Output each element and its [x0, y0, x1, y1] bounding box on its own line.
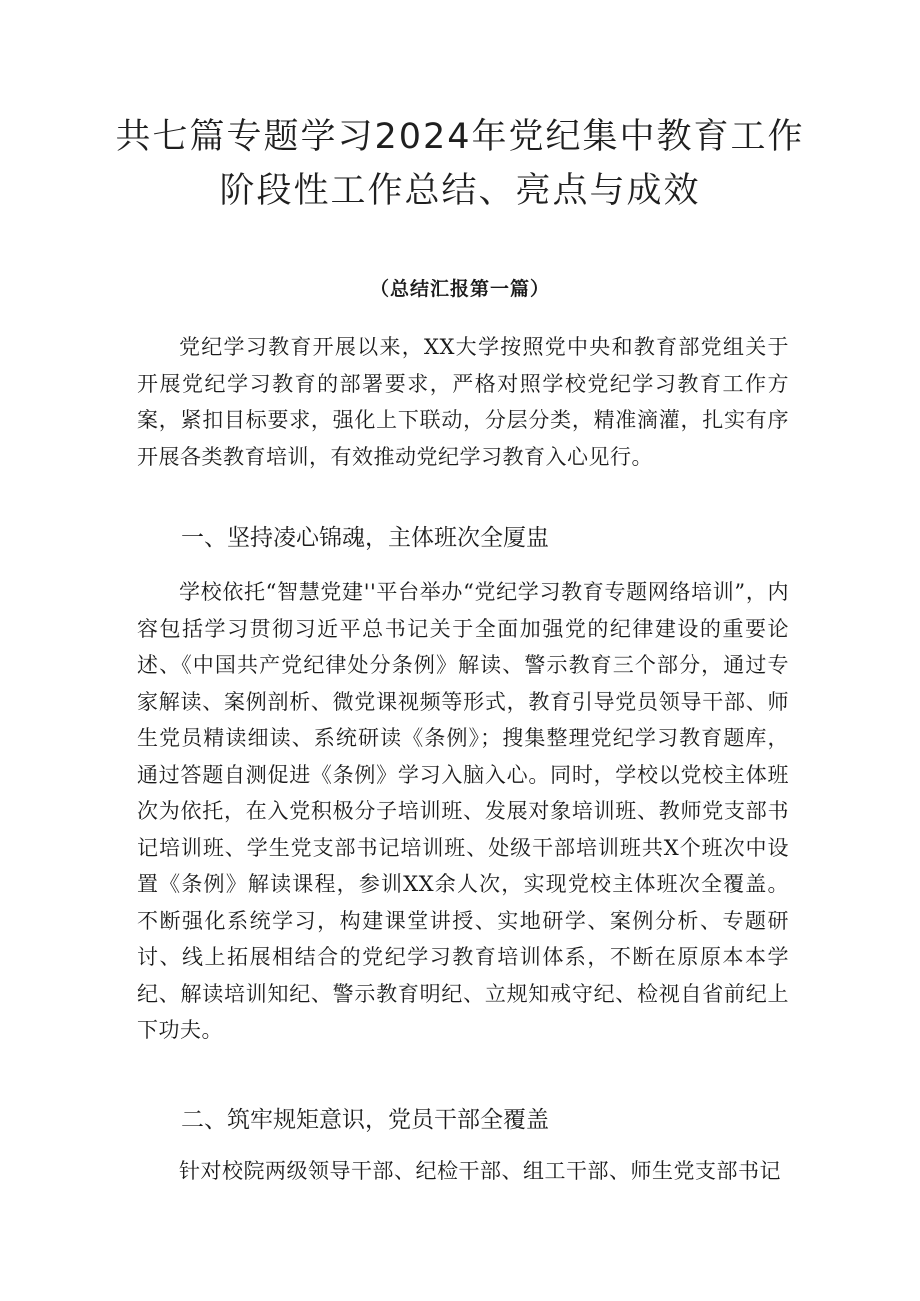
document-title-line-1: 共七篇专题学习2024年党纪集中教育工作 — [115, 117, 805, 157]
section-heading-2: 二、筑牢规矩意识，党员干部全覆盖 — [181, 1107, 549, 1133]
section-heading-1: 一、坚持凌心锦魂，主体班次全厦盅 — [181, 525, 549, 551]
document-title-line-2: 阶段性工作总结、亮点与成效 — [219, 171, 701, 211]
paragraph-section-2: 针对校院两级领导干部、纪检干部、组工干部、师生党支部书记 — [179, 1159, 781, 1183]
paragraph-intro: 党纪学习教育开展以来，XX大学按照党中央和教育部党组关于开展党纪学习教育的部署要求，严格对照学校党纪学习教育工作方案，紧扣目标要求，强化上下联动，分层分类，精准滴灌，扎实有序开展各类教育培训，有效推动党纪学习教育入心见行。 — [137, 335, 789, 469]
document-subtitle: （总结汇报第一篇） — [369, 278, 550, 300]
paragraph-section-1: 学校依托“智慧党建''平台举办“党纪学习教育专题网络培训”，内容包括学习贯彻习近平总书记关于全面加强党的纪律建设的重要论述、《中国共产党纪律处分条例》解读、警示教育三个部分，通过专家解读、案例剖析、微党课视频等形式，教育引导党员领导干部、师生党员精读细读、系统研读《条例》；搜集整理党纪学习教育题库，通过答题自测促进《条例》学习入脑入心。同时，学校以党校主体班次为依托，在入党积极分子培训班、发展对象培训班、教师党支部书记培训班、学生党支部书记培训班、处级干部培训班共X个班次中设置《条例》解读课程，参训XX余人次，实现党校主体班次全覆盖。不断强化系统学习，构建课堂讲授、实地研学、案例分析、专题研讨、线上拓展相结合的党纪学习教育培训体系，不断在原原本本学纪、解读培训知纪、警示教育明纪、立规知戒守纪、检视自省前纪上下功夫。 — [137, 580, 789, 1042]
